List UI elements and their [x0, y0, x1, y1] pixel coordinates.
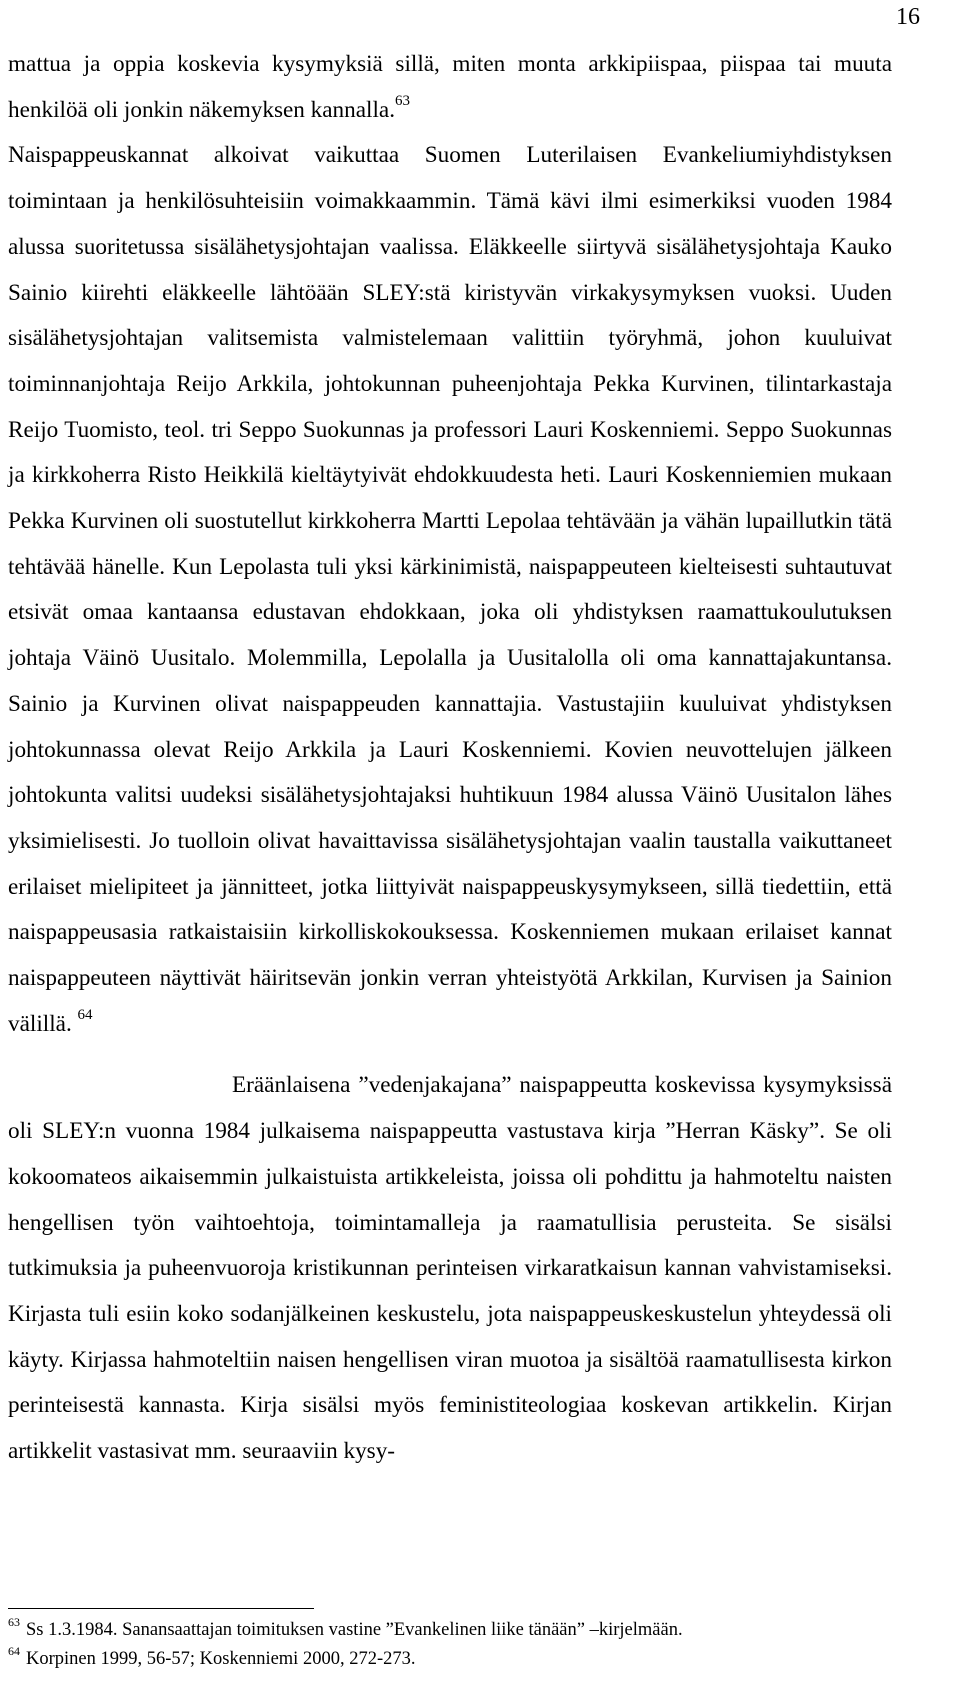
footnote-text: Ss 1.3.1984. Sanansaattajan toimituksen vastine ”Evankelinen liike tänään” –kirjelmään.	[26, 1620, 683, 1640]
body-text	[8, 42, 892, 1475]
page-number: 16	[896, 4, 920, 30]
paragraph	[8, 133, 892, 1047]
footnote-reference[interactable]: 63	[395, 92, 411, 109]
footnote-separator	[8, 1608, 314, 1609]
paragraph	[8, 42, 892, 133]
footnotes	[8, 1616, 908, 1674]
footnote	[8, 1616, 908, 1645]
paragraph-text: mattua ja oppia koskevia kysymyksiä sillä, miten monta arkkipiispaa, piispaa tai muuta henkilöä oli jonkin näkemyksen kannalla.	[8, 51, 892, 123]
paragraph-text: Naispappeuskannat alkoivat vaikuttaa Suomen Luterilaisen Evankeliumiyhdistyksen toimintaan ja henkilösuhteisiin voimakkaammin. Tämä kävi ilmi esimerkiksi vuoden 1984 alussa suoritetussa sisälähetysjohtajan vaalissa. Eläkkeelle siirtyvä sisälähetysjohtaja Kauko Sainio kiirehti eläkkeelle lähtöään SLEY:stä kiristyvän virkakysymyksen vuoksi. Uuden sisälähetysjohtajan valitsemista valmistelemaan valittiin työryhmä, johon kuuluivat toiminnanjohtaja Reijo Arkkila, johtokunnan puheenjohtaja Pekka Kurvinen, tilintarkastaja Reijo Tuomisto, teol. tri Seppo Suokunnas ja professori Lauri Koskenniemi. Seppo Suokunnas ja kirkkoherra Risto Heikkilä kieltäytyivät ehdokkuudesta heti. Lauri Koskenniemien mukaan Pekka Kurvinen oli suostutellut kirkkoherra Martti Lepolaa tehtävään ja vähän lupaillutkin tätä tehtävää hänelle. Kun Lepolasta tuli yksi kärkinimistä, naispappeuteen kielteisesti suhtautuvat etsivät omaa kantaansa edustavan ehdokkaan, joka oli yhdistyksen raamattukoulutuksen johtaja Väinö Uusitalo. Molemmilla, Lepolalla ja Uusitalolla oli oma kannattajakuntansa. Sainio ja Kurvinen olivat naispappeuden kannattajia. Vastustajiin kuuluivat yhdistyksen johtokunnassa olevat Reijo Arkkila ja Lauri Koskenniemi. Kovien neuvottelujen jälkeen johtokunta valitsi uudeksi sisälähetysjohtajaksi huhtikuun 1984 alussa Väinö Uusitalon lähes yksimielisesti. Jo tuolloin olivat havaittavissa sisälähetysjohtajan vaalin taustalla vaikuttaneet erilaiset mielipiteet ja jännitteet, jotka liittyivät naispappeuskysymykseen, sillä tiedettiin, että naispappeusasia ratkaistaisiin kirkolliskokouksessa. Koskenniemen mukaan erilaiset kannat naispappeuteen näyttivät häiritsevän jonkin verran yhteistyötä Arkkilan, Kurvisen ja Sainion välillä.	[8, 142, 892, 1037]
footnote-number: 64	[8, 1644, 20, 1658]
footnote	[8, 1645, 908, 1674]
paragraph-text: Eräänlaisena ”vedenjakajana” naispappeutta koskevissa kysymyksissä oli SLEY:n vuonna 1984 julkaisema naispappeutta vastustava kirja ”Herran Käsky”. Se oli kokoomateos aikaisemmin julkaistuista artikkeleista, joissa oli pohdittu ja hahmoteltu naisten hengellisen työn vaihtoehtoja, toimintamalleja ja raamatullisia perusteita. Se sisälsi tutkimuksia ja puheenvuoroja kristikunnan perinteisen virkaratkaisun kannan vahvistamiseksi. Kirjasta tuli esiin koko sodanjälkeinen keskustelu, jota naispappeuskeskustelun yhteydessä oli käyty. Kirjassa hahmoteltiin naisen hengellisen viran muotoa ja sisältöä raamatullisesta kirkon perinteisestä kannasta. Kirja sisälsi myös feministiteologiaa koskevan artikkelin. Kirjan artikkelit vastasivat mm. seuraaviin kysy-	[8, 1072, 892, 1465]
footnote-number: 63	[8, 1615, 20, 1629]
footnote-text: Korpinen 1999, 56-57; Koskenniemi 2000, 272-273.	[26, 1649, 416, 1669]
footnote-reference[interactable]: 64	[77, 1006, 93, 1023]
paragraph	[8, 1063, 892, 1474]
